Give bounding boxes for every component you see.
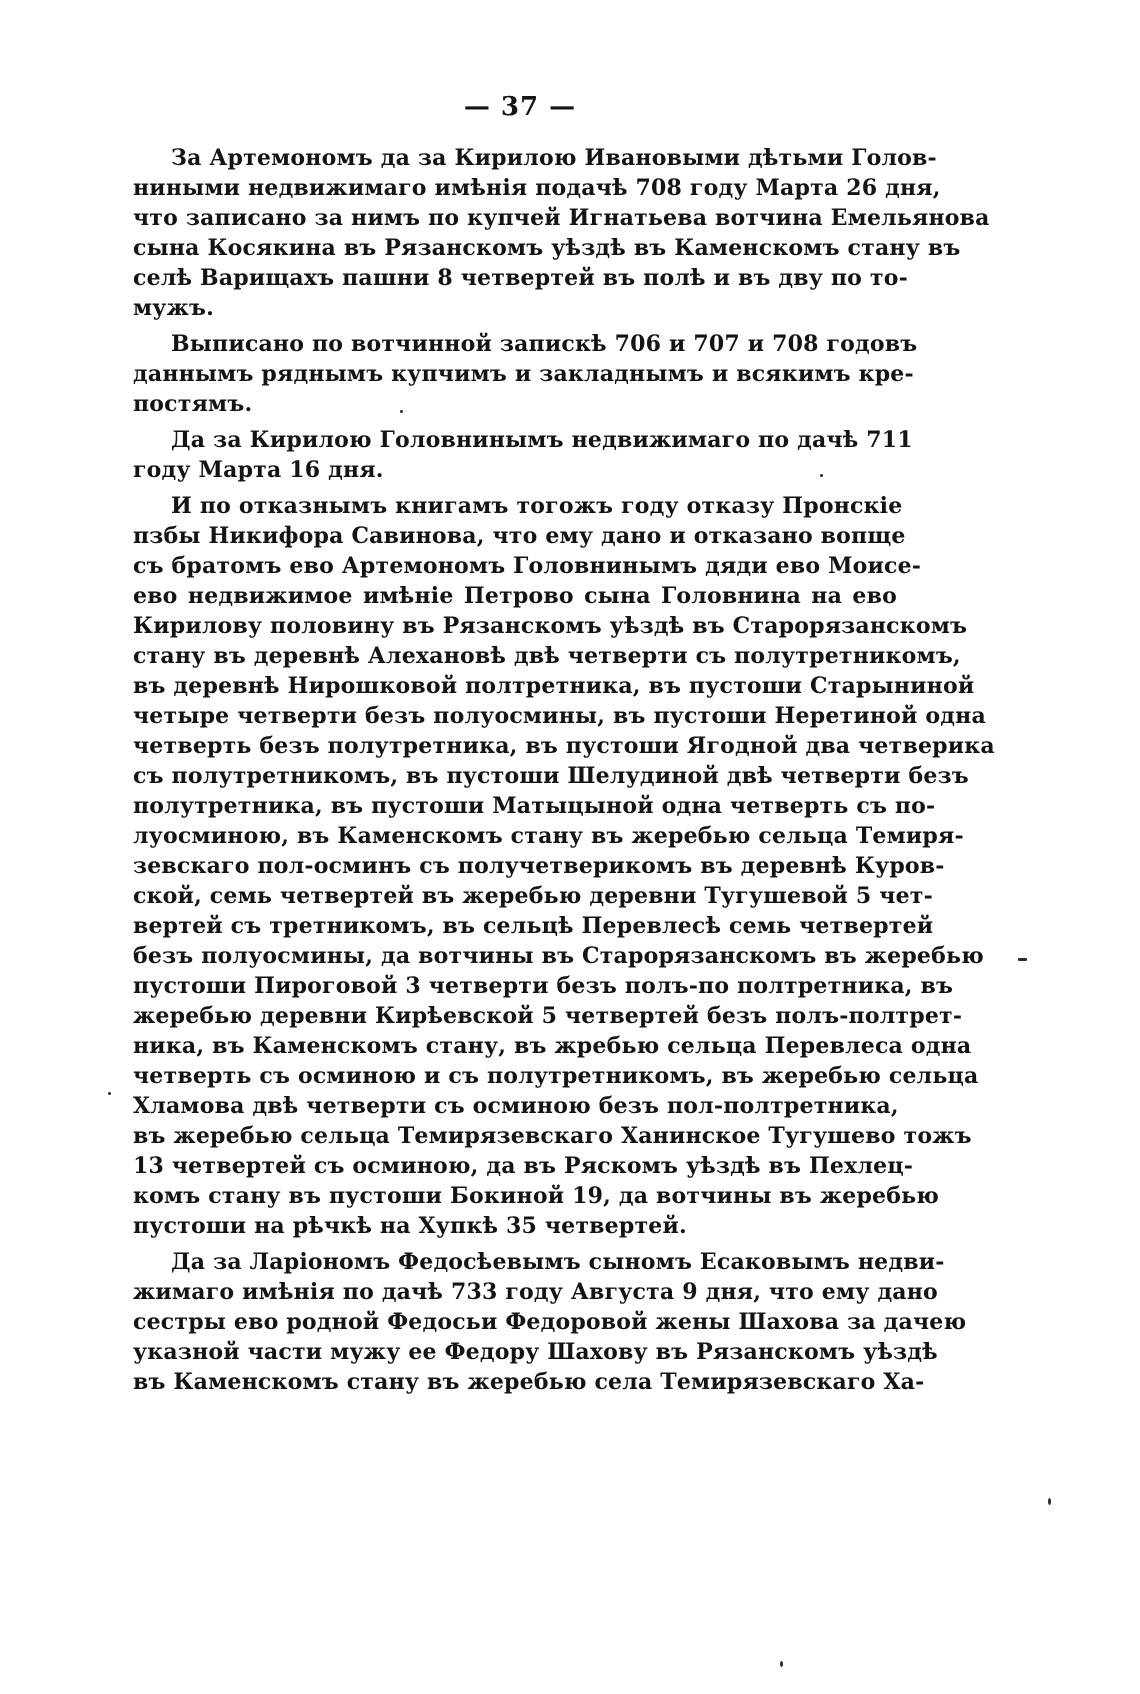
text-line: пзбы Никифора Савинова, что ему дано и отказано вопще xyxy=(133,523,906,549)
page-number: — 37 — xyxy=(463,92,577,122)
text-line: Хламова двѣ четверти съ осминою безъ пол-полтретника, xyxy=(133,1093,899,1119)
text-line: постямъ. xyxy=(133,391,253,417)
text-line: полутретника, въ пустоши Матыцыной одна четверть съ по- xyxy=(133,793,936,819)
text-line: комъ стану въ пустоши Бокиной 19, да вотчины въ жеребью xyxy=(133,1183,940,1209)
scan-speck xyxy=(1018,958,1027,961)
paragraph-1 xyxy=(133,143,990,323)
text-line: ника, въ Каменскомъ стану, въ жребью сельца Перевлеса одна xyxy=(133,1033,972,1059)
scan-speck xyxy=(820,474,823,477)
text-line: зевскаго пол-осминъ съ получетверикомъ въ деревнѣ Куров- xyxy=(133,853,945,879)
text-line: четыре четверти безъ полуосмины, въ пустоши Неретиной одна xyxy=(133,703,986,729)
text-line: жеребью деревни Кирѣевской 5 четвертей безъ полъ-полтрет- xyxy=(133,1003,963,1029)
text-line: луосминою, въ Каменскомъ стану въ жеребью сельца Темиря- xyxy=(133,823,964,849)
text-line: четверть безъ полутретника, въ пустоши Ягодной два четверика xyxy=(133,733,995,759)
paragraph-4 xyxy=(133,491,995,1241)
text-line: что записано за нимъ по купчей Игнатьева вотчина Емельянова xyxy=(133,205,990,231)
body-text xyxy=(133,143,995,1403)
text-line: вертей съ третникомъ, въ сельцѣ Перевлесѣ семь четвертей xyxy=(133,913,934,939)
text-line: съ полутретникомъ, въ пустоши Шелудиной двѣ четверти безъ xyxy=(133,763,969,789)
scan-speck xyxy=(108,1092,111,1095)
text-line: четверть съ осминою и съ полутретникомъ, въ жеребью сельца xyxy=(133,1063,979,1089)
text-line: въ деревнѣ Нирошковой полтретника, въ пустоши Старыниной xyxy=(133,673,975,699)
text-line: 13 четвертей съ осминою, да въ Ряскомъ уѣздѣ въ Пехлец- xyxy=(133,1153,914,1179)
text-line: Да за Ларіономъ Федосѣевымъ сыномъ Есаковымъ недви- xyxy=(171,1249,945,1275)
paragraph-5 xyxy=(133,1247,967,1397)
text-line: селѣ Варищахъ пашни 8 четвертей въ полѣ и въ дву по то- xyxy=(133,265,908,291)
text-line: ской, семь четвертей въ жеребью деревни Тугушевой 5 чет- xyxy=(133,883,933,909)
text-line: пустоши на рѣчкѣ на Хупкѣ 35 четвертей. xyxy=(133,1213,687,1239)
text-line: мужъ. xyxy=(133,295,214,321)
text-line: сына Косякина въ Рязанскомъ уѣздѣ въ Каменскомъ стану въ xyxy=(133,235,961,261)
text-line: Кирилову половину въ Рязанскомъ уѣздѣ въ Старорязанскомъ xyxy=(133,613,968,639)
text-line: пустоши Пироговой 3 четверти безъ полъ-по полтретника, въ xyxy=(133,973,954,999)
paragraph-3 xyxy=(133,425,913,485)
text-line: ниными недвижимаго имѣнія подачѣ 708 году Марта 26 дня, xyxy=(133,175,941,201)
scan-speck xyxy=(780,1661,783,1667)
text-line: И по отказнымъ книгамъ тогожъ году отказу Пронскіе xyxy=(171,493,903,519)
scan-speck xyxy=(1048,1498,1051,1505)
text-line: Выписано по вотчинной запискѣ 706 и 707 и 708 годовъ xyxy=(171,331,918,357)
text-line: Да за Кирилою Головнинымъ недвижимаго по дачѣ 711 xyxy=(171,427,913,453)
text-line: въ жеребью сельца Темирязевскаго Ханинское Тугушево тожъ xyxy=(133,1123,972,1149)
text-line: За Артемономъ да за Кирилою Ивановыми дѣтьми Голов- xyxy=(171,145,937,171)
text-line: указной части мужу ее Федору Шахову въ Рязанскомъ уѣздѣ xyxy=(133,1339,938,1365)
text-line: безъ полуосмины, да вотчины въ Старорязанскомъ въ жеребью xyxy=(133,943,984,969)
text-line: стану въ деревнѣ Алехановѣ двѣ четверти съ полутретникомъ, xyxy=(133,643,961,669)
text-line: году Марта 16 дня. xyxy=(133,457,384,483)
text-line: ево недвижимое имѣніе Петрово сына Головнина на ево xyxy=(133,583,897,609)
text-line: сестры ево родной Федосьи Федоровой жены Шахова за дачею xyxy=(133,1309,967,1335)
scan-speck xyxy=(400,410,403,413)
text-line: даннымъ ряднымъ купчимъ и закладнымъ и всякимъ кре- xyxy=(133,361,914,387)
text-line: жимаго имѣнія по дачѣ 733 году Августа 9 дня, что ему дано xyxy=(133,1279,938,1305)
text-line: съ братомъ ево Артемономъ Головнинымъ дяди ево Моисе- xyxy=(133,553,922,579)
paragraph-2 xyxy=(133,329,918,419)
text-line: въ Каменскомъ стану въ жеребью села Темирязевскаго Ха- xyxy=(133,1369,925,1395)
